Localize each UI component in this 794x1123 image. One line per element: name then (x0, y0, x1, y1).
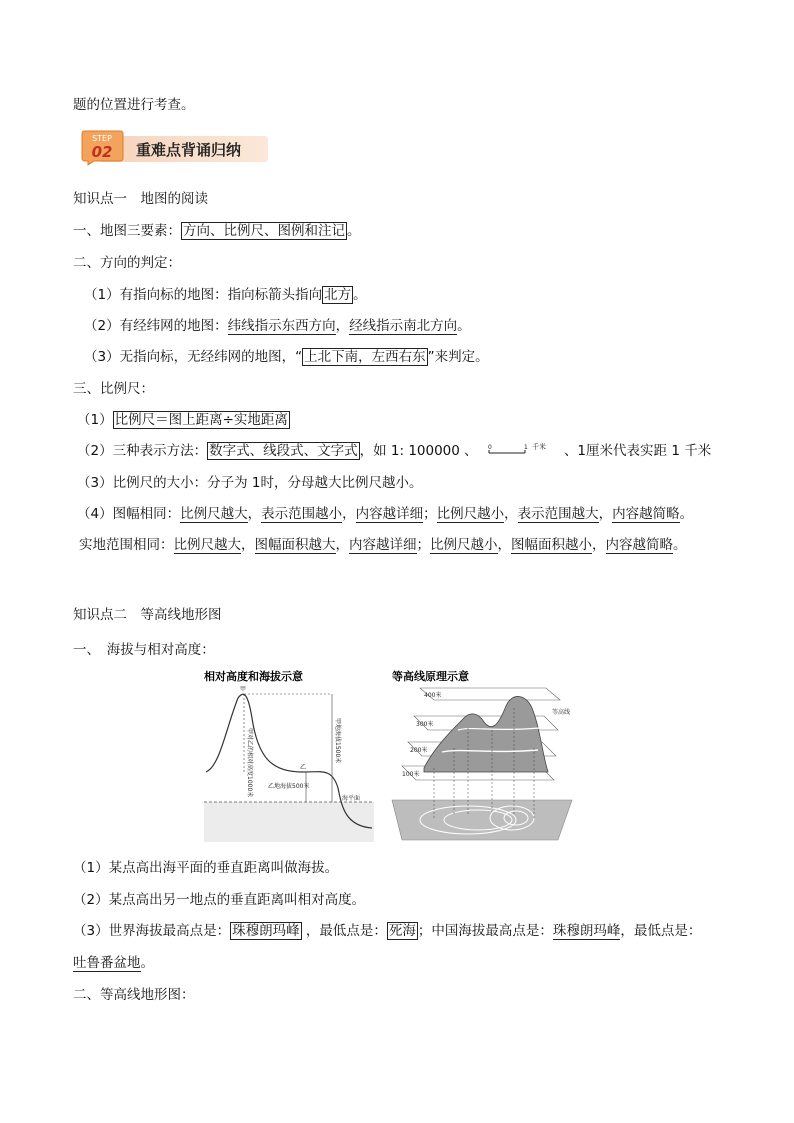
base-plane (392, 800, 572, 840)
fig-left-title: 相对高度和海拔示意 (204, 670, 303, 683)
k2-line-1: 一、 海拔与相对高度： (73, 642, 215, 658)
label-yi: 乙 (300, 764, 307, 771)
text: （3）世界海拔最高点是： (73, 923, 231, 939)
text: ，最低点是： (301, 923, 387, 939)
boxed-answer: 北方 (324, 287, 352, 303)
k1-line-9: （3）比例尺的大小：分子为 1时，分母越大比例尺越小。 (77, 475, 423, 491)
scale-one: 1 (523, 444, 528, 451)
sep: ， (241, 537, 255, 553)
k1-line-5 (84, 347, 489, 367)
k1-heading: 知识点一 地图的阅读 (73, 191, 208, 207)
text: 。 (140, 955, 154, 971)
text: ，如 1: 100000 、 (359, 443, 478, 459)
boxed-answer: 死海 (388, 923, 416, 939)
underlined-answer: 比例尺越大 (173, 537, 241, 553)
badge-number: 02 (91, 143, 113, 161)
boxed-answer: 数字式、线段式、文字式 (209, 443, 358, 459)
underlined-answer: 内容越详细 (349, 537, 417, 553)
fig-right-title: 等高线原理示意 (392, 670, 469, 683)
underlined-answer: 表示范围越小 (261, 506, 343, 522)
label-relative: 甲对乙的相对高度1000米 (246, 728, 253, 798)
underlined-answer: 经线指示南北方向 (349, 318, 458, 334)
text: 、1厘米代表实距 1 千米 (563, 443, 712, 459)
underlined-answer: 内容越简略 (612, 506, 680, 522)
k2-line-5 (73, 953, 154, 973)
k1-line-7 (77, 410, 290, 430)
underlined-answer: 图幅面积越小 (511, 537, 592, 553)
label-sea: 海平面 (342, 795, 361, 802)
text: （2）三种表示方法： (77, 443, 208, 459)
underlined-answer: 比例尺越小 (430, 537, 498, 553)
k1-line-2: 二、方向的判定： (73, 255, 181, 271)
k2-line-3: （2）某点高出另一地点的垂直距离叫相对高度。 (73, 892, 366, 908)
k1-line-1 (73, 221, 361, 241)
label-alt-jia: 甲地海拔1500米 (334, 718, 341, 764)
boxed-answer: 珠穆朗玛峰 (232, 923, 300, 939)
section-banner (80, 130, 268, 166)
text: 。 (347, 223, 361, 239)
sep: ， (504, 506, 518, 522)
k1-line-4 (84, 316, 471, 336)
text: （2）有经纬网的地图： (84, 318, 228, 334)
label-alt-yi: 乙地海拔500米 (268, 783, 310, 790)
text: 。 (353, 287, 367, 303)
k1-line-8 (77, 441, 711, 461)
k1-line-11 (79, 535, 687, 555)
contour-100: 100米 (402, 771, 420, 778)
text: 一、地图三要素： (73, 223, 181, 239)
scale-zero: 0 (487, 444, 492, 451)
sep: ， (247, 506, 262, 522)
k2-line-4 (73, 921, 701, 941)
text: （1）有指向标的地图：指向标箭头指向 (84, 287, 323, 303)
text: ”来判定。 (427, 349, 489, 365)
text: 实地范围相同： (79, 537, 174, 553)
intro-text: 题的位置进行考查。 (73, 97, 195, 113)
step-badge-icon (80, 130, 124, 166)
sep: ， (592, 537, 606, 553)
contour-300: 300米 (416, 721, 434, 728)
altitude-contour-figure (202, 668, 578, 844)
text: ；中国海拔最高点是： (417, 923, 553, 939)
k1-line-3 (84, 285, 367, 305)
text: （3）无指向标，无经纬网的地图，“ (84, 349, 303, 365)
k2-line-6: 二、等高线地形图： (73, 987, 195, 1003)
scale-unit: 千米 (531, 443, 546, 451)
sep: 。 (679, 506, 694, 522)
k1-line-6: 三、比例尺： (73, 381, 154, 397)
underlined-answer: 比例尺越大 (180, 506, 248, 522)
text: 。 (457, 318, 471, 334)
mountain-shape (424, 696, 548, 772)
k1-line-10 (77, 504, 693, 524)
sep: ； (416, 537, 430, 553)
scale-bar-icon (486, 442, 560, 460)
underlined-answer: 内容越简略 (605, 537, 673, 553)
underlined-answer: 表示范围越大 (517, 506, 599, 522)
contour-label: 等高线 (552, 709, 571, 716)
banner-title: 重难点背诵归纳 (136, 141, 242, 159)
boxed-answer: 上北下南，左西右东 (304, 349, 426, 365)
sep: ； (423, 506, 437, 522)
underlined-answer: 图幅面积越大 (254, 537, 336, 553)
sep: ， (598, 506, 613, 522)
sep: 。 (673, 537, 687, 553)
text: （4）图幅相同： (77, 506, 181, 522)
underlined-answer: 吐鲁番盆地 (73, 955, 141, 971)
boxed-answer: 方向、比例尺、图例和注记 (183, 223, 345, 239)
contour-400: 400米 (424, 692, 442, 699)
k2-line-2: （1）某点高出海平面的垂直距离叫做海拔。 (73, 860, 339, 876)
label-jia: 甲 (240, 686, 247, 693)
sep: ， (335, 537, 349, 553)
sep: ， (342, 506, 356, 522)
sep: ， (497, 537, 511, 553)
underlined-answer: 比例尺越小 (436, 506, 505, 522)
text: （1） (77, 412, 113, 428)
text: ，最低点是： (620, 923, 702, 939)
badge-step-text: STEP (92, 134, 112, 143)
text: ， (335, 318, 350, 334)
underlined-answer: 内容越详细 (355, 506, 424, 522)
contour-200: 200米 (410, 747, 428, 754)
underlined-answer: 纬线指示东西方向 (227, 318, 336, 334)
underlined-answer: 珠穆朗玛峰 (552, 923, 621, 939)
k2-heading: 知识点二 等高线地形图 (73, 607, 222, 623)
boxed-answer: 比例尺＝图上距离÷实地距离 (114, 412, 288, 428)
sea-area (204, 802, 374, 842)
